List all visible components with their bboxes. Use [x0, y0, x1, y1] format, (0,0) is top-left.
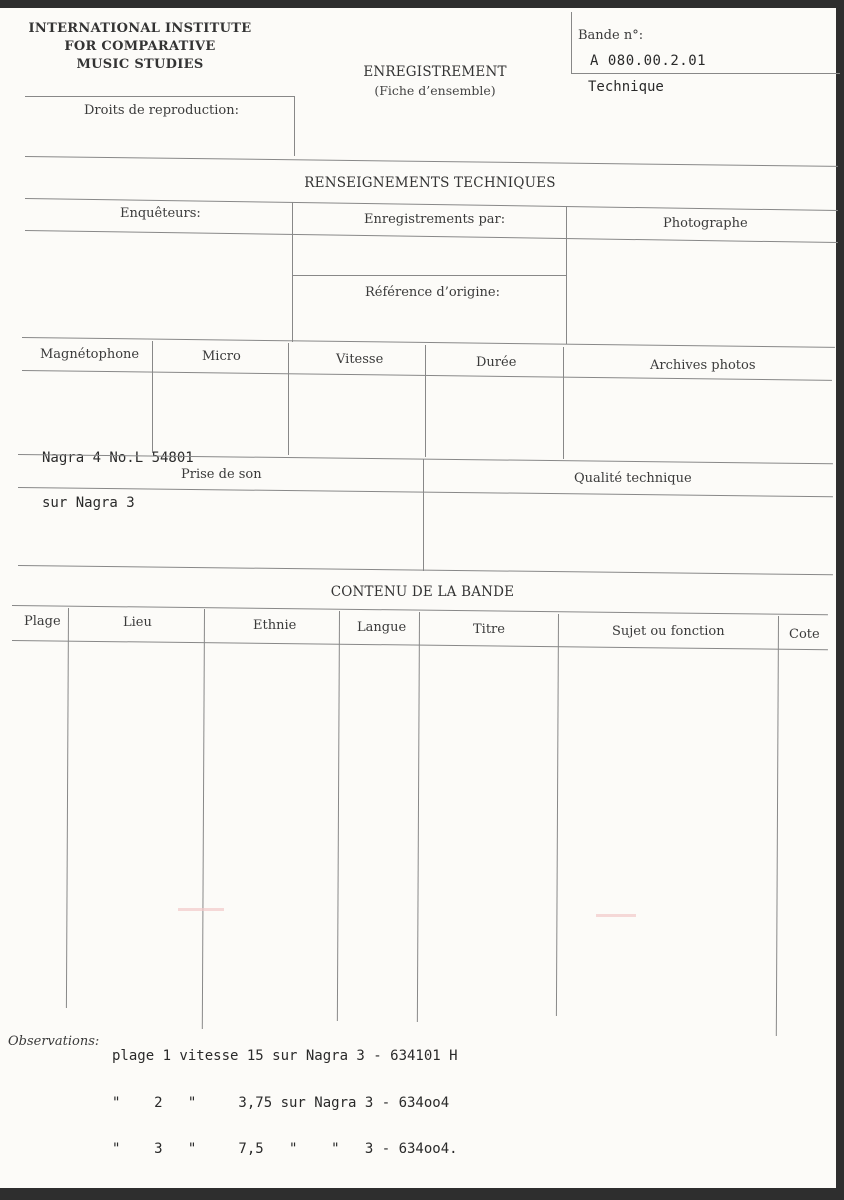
contents-col-divider-3 — [337, 611, 340, 1021]
droits-top-line — [25, 96, 295, 97]
column-cote: Cote — [789, 627, 820, 642]
micro-label: Micro — [202, 349, 241, 364]
bande-value: A 080.00.2.01 — [590, 53, 707, 69]
column-sujet: Sujet ou fonction — [612, 624, 725, 639]
enqueteurs-label: Enquêteurs: — [120, 206, 201, 221]
contents-section-title: CONTENU DE LA BANDE — [330, 584, 515, 600]
photographe-label: Photographe — [663, 216, 748, 231]
technical-header-bottom — [25, 230, 838, 243]
bande-box-border — [571, 12, 572, 73]
contents-col-divider-6 — [776, 616, 779, 1036]
paper-smudge — [596, 914, 636, 917]
enregistrements-label: Enregistrements par: — [364, 212, 506, 227]
column-langue: Langue — [357, 620, 407, 635]
header-bottom-line — [25, 156, 838, 167]
magnetophone-value — [42, 421, 194, 541]
equip-divider-4 — [563, 347, 564, 459]
institute-line-3: MUSIC STUDIES — [76, 57, 204, 72]
form-subtitle: (Fiche d’ensemble) — [374, 83, 496, 98]
observations-line-1: plage 1 vitesse 15 sur Nagra 3 - 634101 H — [112, 1048, 458, 1064]
contents-col-divider-5 — [556, 614, 559, 1016]
column-titre: Titre — [473, 622, 505, 637]
contents-header-bottom — [12, 640, 828, 650]
observations-line-3: " 3 " 7,5 " " 3 - 634oo4. — [112, 1141, 458, 1157]
column-lieu: Lieu — [123, 615, 152, 630]
reference-top-line — [292, 275, 566, 276]
qualite-label: Qualité technique — [574, 471, 692, 486]
reference-label: Référence d’origine: — [365, 285, 500, 300]
institute-name — [20, 20, 260, 74]
institute-line-1: INTERNATIONAL INSTITUTE — [28, 21, 252, 36]
category-value: Technique — [588, 79, 664, 95]
bande-label: Bande n°: — [578, 28, 644, 43]
technical-section-title: RENSEIGNEMENTS TECHNIQUES — [304, 175, 556, 191]
equip-divider-3 — [425, 345, 426, 457]
paper-smudge — [178, 908, 224, 911]
institute-line-2: FOR COMPARATIVE — [64, 39, 216, 54]
column-ethnie: Ethnie — [253, 618, 297, 633]
prise-divider — [423, 459, 424, 571]
bande-box-bottom — [571, 73, 840, 74]
form-sheet — [0, 8, 836, 1188]
observations-text — [112, 1018, 458, 1189]
tech-col-divider-1 — [292, 202, 293, 342]
contents-col-divider-1 — [66, 608, 69, 1008]
vitesse-label: Vitesse — [336, 352, 384, 367]
equipment-header-top — [22, 337, 835, 348]
tech-col-divider-2 — [566, 206, 567, 344]
prise-section-bottom — [18, 565, 833, 575]
form-title: ENREGISTREMENT — [363, 64, 507, 80]
contents-col-divider-4 — [417, 612, 420, 1022]
magnetophone-value-line2: sur Nagra 3 — [42, 495, 135, 511]
observations-label: Observations: — [8, 1034, 100, 1049]
archives-label: Archives photos — [650, 358, 756, 373]
droits-label: Droits de reproduction: — [84, 103, 240, 118]
column-plage: Plage — [24, 614, 61, 629]
observations-line-2: " 2 " 3,75 sur Nagra 3 - 634oo4 — [112, 1094, 450, 1111]
contents-col-divider-2 — [202, 609, 205, 1029]
magnetophone-label: Magnétophone — [40, 347, 140, 362]
duree-label: Durée — [476, 355, 517, 370]
equip-divider-2 — [288, 343, 289, 455]
magnetophone-value-line1: Nagra 4 No.L 54801 — [42, 450, 194, 466]
prise-label: Prise de son — [181, 467, 262, 482]
droits-right-line — [294, 96, 295, 156]
